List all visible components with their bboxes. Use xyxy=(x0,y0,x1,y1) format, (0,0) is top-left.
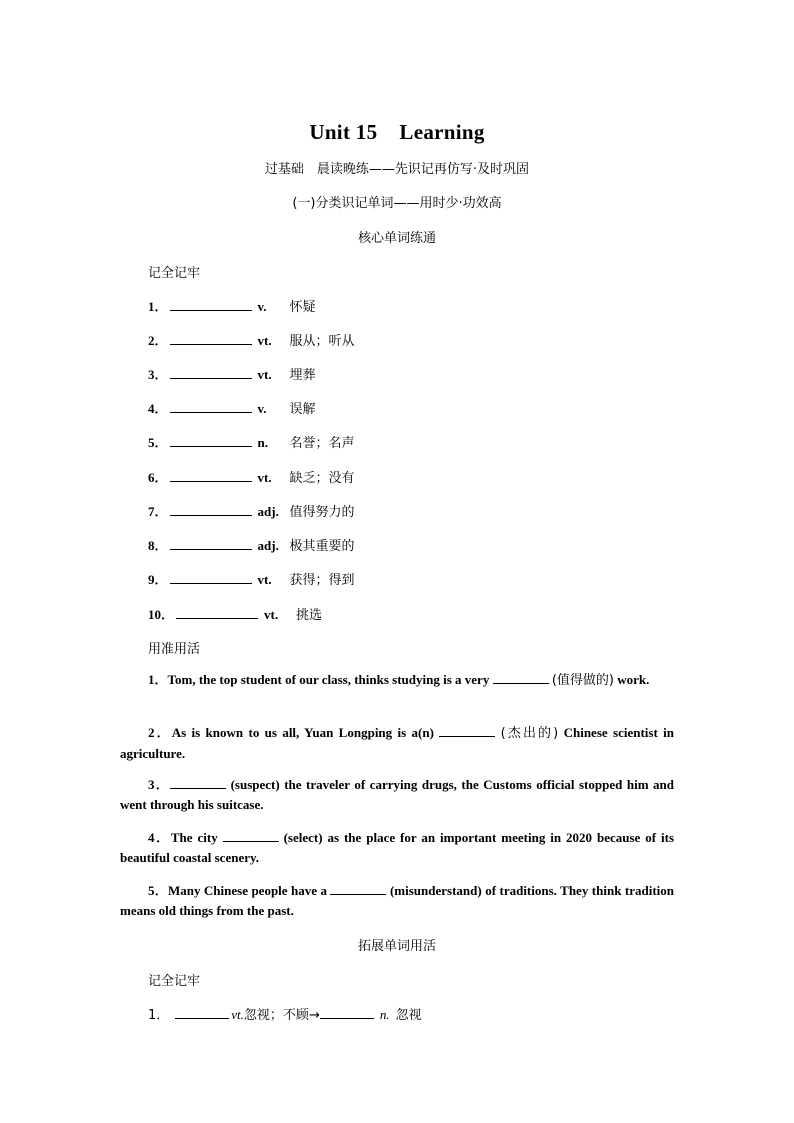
answer-blank[interactable] xyxy=(330,882,386,895)
subtitle: 过基础 晨读晚练——先识记再仿写·及时巩固 xyxy=(264,162,530,177)
unit-topic: Learning xyxy=(399,120,485,144)
vocab-row xyxy=(148,467,355,486)
answer-blank[interactable] xyxy=(170,434,252,447)
exercise-sentence xyxy=(120,670,674,691)
vocab-row xyxy=(148,535,355,554)
sentence-hint: (select) xyxy=(283,830,323,845)
extended-subsection-title: 拓展单词用活 xyxy=(357,939,436,954)
vocab-row xyxy=(148,501,355,520)
sentence-after: as the place for an important meeting in 2020 because of its beautiful coastal scenery. xyxy=(120,830,674,865)
part-of-speech: vt. xyxy=(231,1007,244,1022)
part-of-speech: n. xyxy=(257,435,268,450)
part-of-speech: v. xyxy=(257,401,267,416)
item-number: 7． xyxy=(148,504,168,519)
part-of-speech: vt. xyxy=(257,572,272,587)
exercise-sentence xyxy=(120,881,674,921)
answer-blank[interactable] xyxy=(493,671,549,684)
answer-blank[interactable] xyxy=(170,400,252,413)
extended-memorize-label: 记全记牢 xyxy=(148,974,201,989)
vocab-row xyxy=(148,432,355,451)
answer-blank[interactable] xyxy=(223,829,279,842)
sentence-number: 2． xyxy=(148,725,172,740)
core-subsection-title: 核心单词练通 xyxy=(357,231,436,246)
core-memorize-label: 记全记牢 xyxy=(148,266,201,281)
item-number: 1． xyxy=(148,299,168,314)
sentence-number: 3． xyxy=(148,777,171,792)
vocab-row xyxy=(148,569,355,588)
arrow-icon: → xyxy=(308,1008,320,1023)
meaning: 怀疑 xyxy=(289,300,316,315)
sentence-after: the traveler of carrying drugs, the Customs official stopped him and went through his suitcase. xyxy=(120,777,674,812)
part-of-speech: vt. xyxy=(257,367,272,382)
usage-label: 用准用活 xyxy=(148,642,201,657)
sentence-number: 1． xyxy=(148,672,168,687)
item-number: 2． xyxy=(148,333,168,348)
part-of-speech: vt. xyxy=(257,333,272,348)
answer-blank[interactable] xyxy=(176,606,258,619)
item-number: 5． xyxy=(148,435,168,450)
meaning: 挑选 xyxy=(296,608,323,623)
sentence-before: The city xyxy=(170,830,223,845)
answer-blank[interactable] xyxy=(170,537,252,550)
part-of-speech: vt. xyxy=(257,470,272,485)
part-of-speech: n. xyxy=(379,1007,390,1022)
sentence-before: Many Chinese people have a xyxy=(167,883,331,898)
item-number: 10． xyxy=(148,607,175,622)
sentence-after: Chinese scientist in agriculture. xyxy=(120,725,674,761)
item-number: 6． xyxy=(148,470,168,485)
item-number: 9． xyxy=(148,572,168,587)
sentence-after: work. xyxy=(613,672,650,687)
meaning: 缺乏；没有 xyxy=(289,471,355,486)
vocab-row xyxy=(148,364,316,383)
part-of-speech: v. xyxy=(257,299,267,314)
answer-blank[interactable] xyxy=(320,1006,374,1019)
part-of-speech: adj. xyxy=(257,538,279,553)
item-number: 8． xyxy=(148,538,168,553)
exercise-sentence xyxy=(120,723,674,764)
vocab-row xyxy=(148,398,316,417)
sentence-after: of traditions. They think tradition means old things from the past. xyxy=(120,883,675,918)
sentence-hint: (杰出的) xyxy=(500,726,559,741)
page-title xyxy=(0,120,794,145)
meaning: 服从；听从 xyxy=(289,334,355,349)
answer-blank[interactable] xyxy=(439,724,495,737)
meaning: 名誉；名声 xyxy=(289,436,355,451)
answer-blank[interactable] xyxy=(170,469,252,482)
meaning: 忽视 xyxy=(395,1008,422,1023)
item-number: 3． xyxy=(148,367,168,382)
sentence-hint: (suspect) xyxy=(230,777,280,792)
answer-blank[interactable] xyxy=(170,332,252,345)
answer-blank[interactable] xyxy=(170,571,252,584)
item-number: 1． xyxy=(148,1008,170,1023)
vocab-row xyxy=(148,604,322,623)
answer-blank[interactable] xyxy=(170,366,252,379)
section-title: (一)分类识记单词——用时少·功效高 xyxy=(292,196,502,211)
sentence-before: Tom, the top student of our class, thinks studying is a very xyxy=(167,672,493,687)
meaning: 忽视；不顾 xyxy=(243,1008,309,1023)
sentence-hint: (值得做的) xyxy=(551,673,614,688)
meaning: 获得；得到 xyxy=(289,573,355,588)
sentence-number: 4． xyxy=(148,830,171,845)
meaning: 埋葬 xyxy=(289,368,316,383)
item-number: 4． xyxy=(148,401,168,416)
answer-blank[interactable] xyxy=(170,776,226,789)
part-of-speech: adj. xyxy=(257,504,279,519)
answer-blank[interactable] xyxy=(175,1006,229,1019)
meaning: 极其重要的 xyxy=(289,539,355,554)
vocab-row xyxy=(148,296,316,315)
unit-number: Unit 15 xyxy=(309,120,378,144)
derivation-row xyxy=(148,1004,422,1023)
sentence-hint: (misunderstand) xyxy=(389,883,482,898)
exercise-sentence xyxy=(120,775,674,815)
meaning: 值得努力的 xyxy=(289,505,355,520)
sentence-number: 5． xyxy=(148,883,168,898)
sentence-before: As is known to us all, Yuan Longping is a(n) xyxy=(171,725,440,740)
exercise-sentence xyxy=(120,828,674,868)
part-of-speech: vt. xyxy=(264,607,279,622)
answer-blank[interactable] xyxy=(170,503,252,516)
vocab-row xyxy=(148,330,355,349)
answer-blank[interactable] xyxy=(170,298,252,311)
meaning: 误解 xyxy=(289,402,316,417)
